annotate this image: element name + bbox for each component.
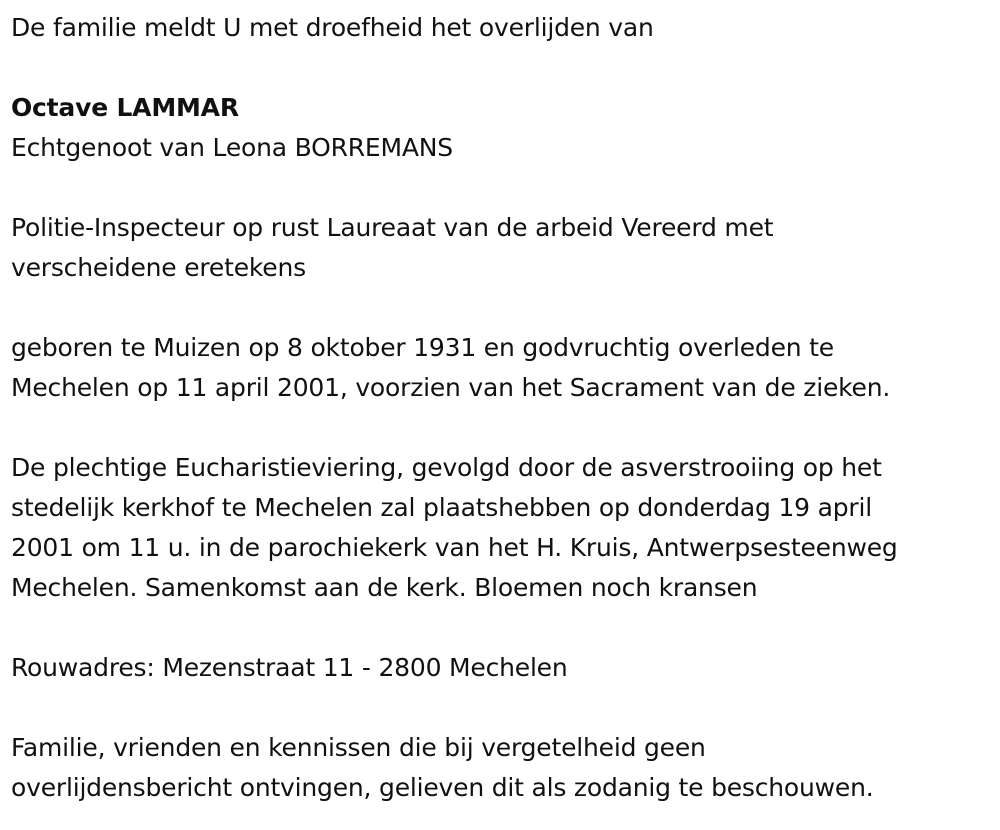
spacer [11,168,1000,208]
intro-text: De familie meldt U met droefheid het overlijden van [11,13,654,42]
mourning-address: Rouwadres: Mezenstraat 11 - 2800 Mechelen [11,653,568,682]
spouse-text: Echtgenoot van Leona BORREMANS [11,133,453,162]
ceremony-line-1: De plechtige Eucharistieviering, gevolgd door de asverstrooiing op het [11,453,882,482]
deceased-name: Octave LAMMAR [11,93,239,122]
spacer [11,688,1000,728]
closing-line-1: Familie, vrienden en kennissen die bij vergetelheid geen [11,733,706,762]
birth-death-line-1: geboren te Muizen op 8 oktober 1931 en godvruchtig overleden te [11,333,834,362]
ceremony-line-3: 2001 om 11 u. in de parochiekerk van het H. Kruis, Antwerpsesteenweg [11,533,898,562]
ceremony-line-2: stedelijk kerkhof te Mechelen zal plaatshebben op donderdag 19 april [11,493,872,522]
birth-death-line-2: Mechelen op 11 april 2001, voorzien van het Sacrament van de zieken. [11,373,891,402]
ceremony-line-4: Mechelen. Samenkomst aan de kerk. Bloemen noch kransen [11,573,758,602]
spacer [11,288,1000,328]
closing-line-2: overlijdensbericht ontvingen, gelieven dit als zodanig te beschouwen. [11,773,874,802]
spacer [11,608,1000,648]
titles-line-2: verscheidene eretekens [11,253,306,282]
spacer [11,48,1000,88]
titles-line-1: Politie-Inspecteur op rust Laureaat van de arbeid Vereerd met [11,213,774,242]
spacer [11,408,1000,448]
